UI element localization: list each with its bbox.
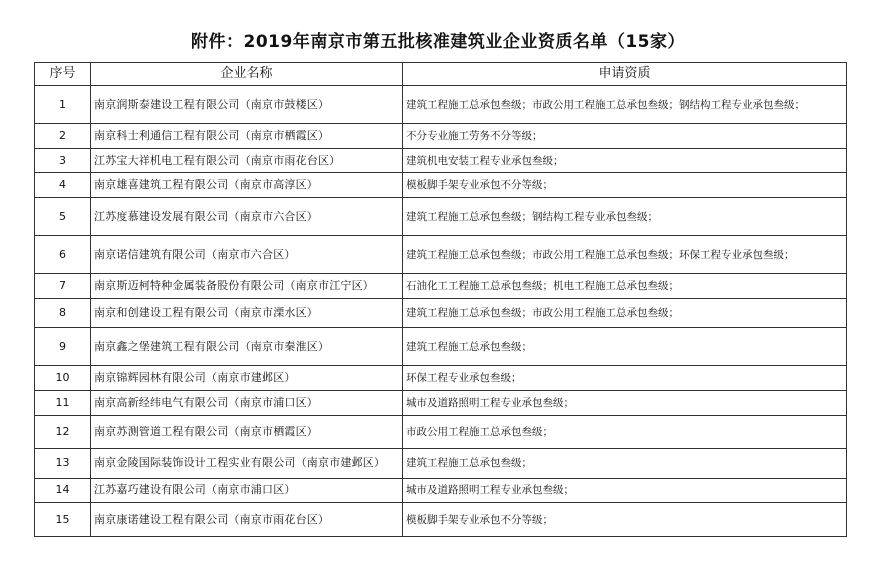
company-name: 南京鑫之堡建筑工程有限公司（南京市秦淮区） bbox=[91, 328, 403, 366]
table-row bbox=[35, 415, 847, 449]
table-row bbox=[35, 124, 847, 149]
qualification: 城市及道路照明工程专业承包叁级； bbox=[403, 478, 847, 503]
qualification: 建筑工程施工总承包叁级；钢结构工程专业承包叁级； bbox=[403, 198, 847, 236]
table-row bbox=[35, 236, 847, 274]
qualification: 建筑工程施工总承包叁级； bbox=[403, 328, 847, 366]
page-title: 附件：2019年南京市第五批核准建筑业企业资质名单（15家） bbox=[191, 32, 685, 52]
qualification: 建筑工程施工总承包叁级；市政公用工程施工总承包叁级； bbox=[403, 299, 847, 328]
table-row bbox=[35, 86, 847, 124]
row-index: 13 bbox=[35, 449, 91, 478]
qualification: 建筑工程施工总承包叁级；市政公用工程施工总承包叁级；环保工程专业承包叁级； bbox=[403, 236, 847, 274]
qualification: 模板脚手架专业承包不分等级； bbox=[403, 503, 847, 537]
company-name: 南京康诺建设工程有限公司（南京市雨花台区） bbox=[91, 503, 403, 537]
table-row bbox=[35, 299, 847, 328]
header-qualification: 申请资质 bbox=[403, 63, 847, 86]
row-index: 2 bbox=[35, 124, 91, 149]
row-index: 10 bbox=[35, 366, 91, 391]
table-row bbox=[35, 148, 847, 173]
row-index: 11 bbox=[35, 391, 91, 416]
company-name: 南京科士利通信工程有限公司（南京市栖霞区） bbox=[91, 124, 403, 149]
table-row bbox=[35, 198, 847, 236]
company-name: 南京高新经纬电气有限公司（南京市浦口区） bbox=[91, 391, 403, 416]
row-index: 9 bbox=[35, 328, 91, 366]
qualification: 市政公用工程施工总承包叁级； bbox=[403, 415, 847, 449]
header-index: 序号 bbox=[35, 63, 91, 86]
qualification: 环保工程专业承包叁级； bbox=[403, 366, 847, 391]
company-name: 江苏嘉巧建设有限公司（南京市浦口区） bbox=[91, 478, 403, 503]
row-index: 3 bbox=[35, 148, 91, 173]
company-name: 南京雄喜建筑工程有限公司（南京市高淳区） bbox=[91, 173, 403, 198]
company-name: 南京金陵国际装饰设计工程实业有限公司（南京市建邺区） bbox=[91, 449, 403, 478]
row-index: 15 bbox=[35, 503, 91, 537]
company-name: 南京苏测管道工程有限公司（南京市栖霞区） bbox=[91, 415, 403, 449]
row-index: 5 bbox=[35, 198, 91, 236]
table-row bbox=[35, 274, 847, 299]
company-name: 南京润斯泰建设工程有限公司（南京市鼓楼区） bbox=[91, 86, 403, 124]
qualification: 不分专业施工劳务不分等级； bbox=[403, 124, 847, 149]
company-name: 南京诺信建筑有限公司（南京市六合区） bbox=[91, 236, 403, 274]
qualification: 城市及道路照明工程专业承包叁级； bbox=[403, 391, 847, 416]
row-index: 7 bbox=[35, 274, 91, 299]
header-company: 企业名称 bbox=[91, 63, 403, 86]
table-row bbox=[35, 173, 847, 198]
row-index: 4 bbox=[35, 173, 91, 198]
table-header-row bbox=[35, 63, 847, 86]
qualification: 模板脚手架专业承包不分等级； bbox=[403, 173, 847, 198]
qualification: 石油化工工程施工总承包叁级；机电工程施工总承包叁级； bbox=[403, 274, 847, 299]
company-name: 江苏宝大祥机电工程有限公司（南京市雨花台区） bbox=[91, 148, 403, 173]
company-name: 江苏度慕建设发展有限公司（南京市六合区） bbox=[91, 198, 403, 236]
company-name: 南京和创建设工程有限公司（南京市溧水区） bbox=[91, 299, 403, 328]
qualification: 建筑工程施工总承包叁级；市政公用工程施工总承包叁级；钢结构工程专业承包叁级； bbox=[403, 86, 847, 124]
table-row bbox=[35, 391, 847, 416]
row-index: 6 bbox=[35, 236, 91, 274]
company-name: 南京斯迈柯特种金属装备股份有限公司（南京市江宁区） bbox=[91, 274, 403, 299]
row-index: 1 bbox=[35, 86, 91, 124]
row-index: 14 bbox=[35, 478, 91, 503]
table-row bbox=[35, 503, 847, 537]
qualification: 建筑机电安装工程专业承包叁级； bbox=[403, 148, 847, 173]
table-row bbox=[35, 366, 847, 391]
table-row bbox=[35, 478, 847, 503]
table-row bbox=[35, 328, 847, 366]
qualification: 建筑工程施工总承包叁级； bbox=[403, 449, 847, 478]
qualification-table bbox=[34, 62, 847, 537]
row-index: 12 bbox=[35, 415, 91, 449]
row-index: 8 bbox=[35, 299, 91, 328]
company-name: 南京锦辉园林有限公司（南京市建邺区） bbox=[91, 366, 403, 391]
table-row bbox=[35, 449, 847, 478]
